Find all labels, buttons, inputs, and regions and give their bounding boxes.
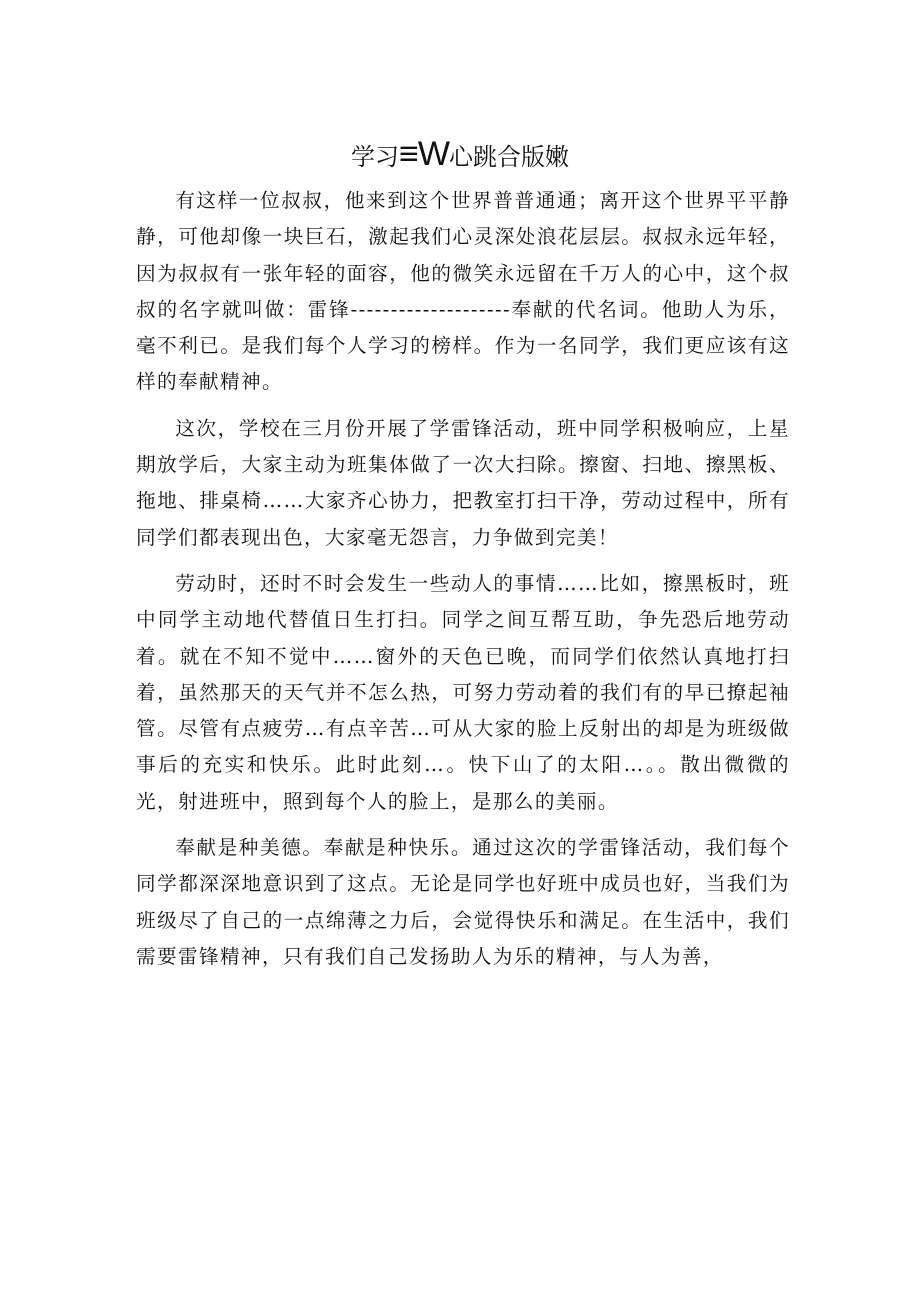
title-part-1: 学习: [351, 143, 400, 171]
paragraph-4: 奉献是种美德。奉献是种快乐。通过这次的学雷锋活动，我们每个同学都深深地意识到了这点。无论是同学也好班中成员也好，当我们为班级尽了自己的一点绵薄之力后，会觉得快乐和满足。在生活中，我们需要雷锋精神，只有我们自己发扬助人为乐的精神，与人为善，: [136, 836, 790, 968]
document-body: [136, 183, 790, 985]
paragraph-3: 劳动时，还时不时会发生一些动人的事情……比如，擦黑板时，班中同学主动地代替值日生打扫。同学之间互帮互助，争先恐后地劳动着。就在不知不觉中……窗外的天色已晚，而同学们依然认真地打扫着，虽然那天的天气并不怎么热，可努力劳动着的我们有的早已撩起袖管。尽管有点疲劳…有点辛苦…可从大家的脸上反射出的却是为班级做事后的充实和快乐。此时此刻…。快下山了的太阳…。。散出微微的光，射进班中，照到每个人的脸上，是那么的美丽。: [136, 571, 790, 813]
title-part-2: ≡W: [399, 135, 449, 173]
paragraph-2: 这次，学校在三月份开展了学雷锋活动，班中同学积极响应，上星期放学后，大家主动为班集体做了一次大扫除。擦窗、扫地、擦黑板、拖地、排桌椅……大家齐心协力，把教室打扫干净，劳动过程中，所有同学们都表现出色，大家毫无怨言，力争做到完美！: [136, 416, 790, 549]
paragraph-1: 有这样一位叔叔，他来到这个世界普普通通；离开这个世界平平静静，可他却像一块巨石，激起我们心灵深处浪花层层。叔叔永远年轻，因为叔叔有一张年轻的面容，他的微笑永远留在千万人的心中，这个叔叔的名字就叫做：雷锋--------------------奉献的代名词。他助人为乐，毫不利已。是我们每个人学习的榜样。作为一名同学，我们更应该有这样的奉献精神。: [136, 189, 790, 394]
document-title: [0, 134, 920, 177]
title-part-3: 心跳合版嫩: [448, 143, 569, 171]
